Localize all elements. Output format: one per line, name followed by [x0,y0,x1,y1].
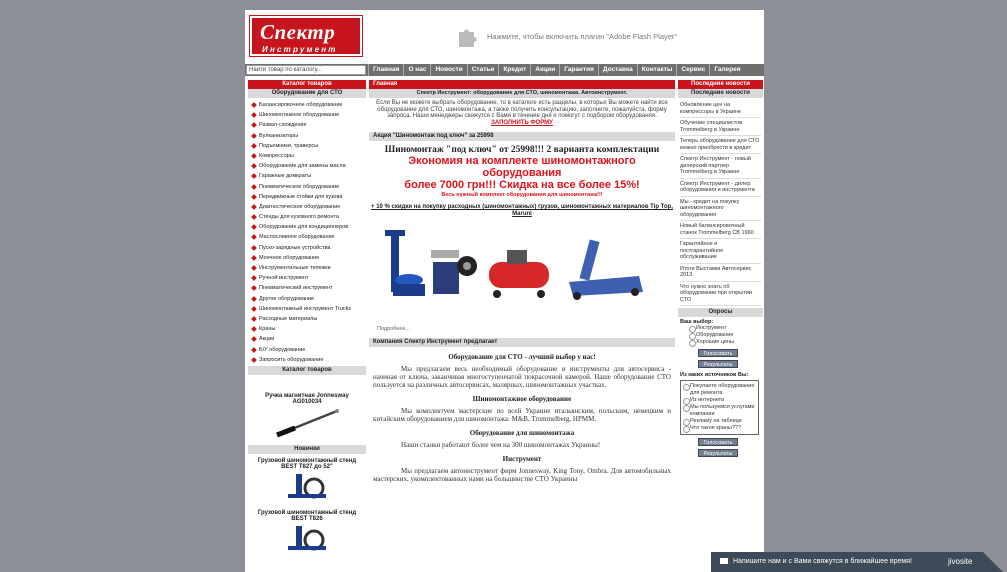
category-item[interactable]: Пуско-зарядные устройства [250,243,366,253]
news-item[interactable]: Итоги Выставки Автосервис 2013 [680,264,761,282]
chat-widget[interactable] [711,552,983,572]
news-item[interactable]: Спектр Инструмент - новый дилерский партнер Trommelberg в Украине [680,154,761,179]
category-item[interactable]: Гаражные домкраты [250,171,366,181]
category-item[interactable]: Краны [250,324,366,334]
intro-text [369,98,675,128]
poll-option[interactable]: Что такое краны??? [681,425,758,432]
promo-savings: Экономия на комплекте шиномонтажного оборудования [408,155,636,179]
poll-question: Из каких источников Вы: [680,372,749,378]
category-item[interactable]: Компрессоры [250,151,366,161]
category-item[interactable]: Расходные материалы [250,314,366,324]
news-item[interactable]: Новый балансировочный станок Trommelberg CB 1960 [680,221,761,239]
catalog-box-header: Каталог товаров [248,366,366,375]
news-item[interactable]: Обучение специалистов Trommelberg в Украине [680,118,761,136]
category-item[interactable]: Акции [250,334,366,344]
results-button[interactable]: Результаты [698,449,738,457]
envelope-icon [720,558,728,564]
category-item[interactable]: Передвижные стойки для кузова [250,192,366,202]
promo-title: Шиномонтаж "под ключ" от 25998!!! 2 варианта комплектации [384,145,660,155]
tire-changer-image[interactable] [282,522,332,552]
category-item[interactable]: Б/У оборудование [250,345,366,355]
catalog-subheader: Оборудование для СТО [248,89,366,98]
poll-option[interactable]: Хорошие цены [678,339,763,346]
section-text: Наши станки работают более чем на 300 шиномонтажах Украины! [401,441,601,449]
vote-button[interactable]: Голосовать [698,349,738,357]
chat-text: Напишите нам и с Вами свяжутся в ближайшее время! [733,558,912,565]
main-menu [368,64,745,76]
news-item[interactable]: Что нужно знать об оборудовании при открытии СТО [680,282,761,307]
category-item[interactable]: Подъемники, траверсы [250,141,366,151]
nav-promotions[interactable]: Акции [530,64,559,76]
right-sidebar [678,80,763,457]
new-items-header: Новинки [248,445,366,454]
category-item[interactable]: Развал-схождение [250,120,366,130]
results-button[interactable]: Результаты [698,360,738,368]
news-header: Последние новости [678,80,763,89]
poll-option[interactable]: Покупаете оборудование для ремонта [681,383,758,397]
category-item[interactable]: Другое оборудование [250,294,366,304]
section-text: Мы предлагаем автоинструмент фирм Jonnesway, King Tony, Ombra. Для автомобильных мастерских, укомплектованных нами на большинстве СТО Украины [373,467,671,483]
poll-option[interactable]: Из интернета [681,397,758,404]
new-item-title[interactable]: Грузовой шиномонтажный стенд BEST T827 до 52" [257,457,357,470]
section-title: Оборудование для шиномонтажа [469,429,575,437]
new-item[interactable] [248,506,366,558]
category-item[interactable]: Пневматическое оборудование [250,182,366,192]
nav-gallery[interactable]: Галерея [709,64,744,76]
read-more-link[interactable]: Подробнее... [377,326,411,332]
news-item[interactable]: Мы - кредит на покупку шиномонтажного оборудования [680,197,761,222]
category-item[interactable]: Балансировочное оборудование [250,100,366,110]
chat-brand: jivosite [948,557,973,566]
category-item[interactable]: Моечное оборудование [250,253,366,263]
category-item[interactable]: Оборудование для замены масла [250,161,366,171]
promo-header: Акция "Шиномонтаж под ключ" за 25998 [369,132,675,141]
news-list [678,98,763,306]
category-item[interactable]: Инструментальные тележки [250,263,366,273]
news-item[interactable]: Гарантийное и постгарантийное обслуживание [680,239,761,264]
promo-note: Весь нужный комплект оборудования для шиномонтажа!!! [441,192,603,198]
promo-equipment-image[interactable] [369,222,675,322]
news-subheader: Последние новости [678,89,763,98]
nav-home[interactable]: Главная [368,64,403,76]
category-item[interactable]: Шиномонтажное оборудование [250,110,366,120]
poll-option[interactable]: Инструмент [678,325,763,332]
featured-product[interactable] [248,375,366,445]
search-input[interactable] [246,65,366,75]
news-item[interactable]: Теперь оборудование для СТО можно приобрести в кредит [680,136,761,154]
category-item[interactable]: Пневматический инструмент [250,283,366,293]
new-item-title[interactable]: Грузовой шиномонтажный стенд BEST T826 [257,509,357,522]
category-item[interactable]: Ручной инструмент [250,273,366,283]
equipment-photo [369,222,675,322]
left-sidebar [248,80,366,558]
section-title: Шиномонтажное оборудование [472,395,572,403]
poll-question: Ваш выбор: [680,319,714,325]
category-list [248,98,366,365]
poll-option[interactable]: Оборудование [678,332,763,339]
section-title: Инструмент [502,455,542,463]
section-text: Мы комплектуем мастерские по всей Украине итальянским, польским, немецким и китайским оборудованием для шиномонтажа: M&B, Trommelberg, HPMM. [373,407,671,423]
logo-subtext: Инструмент [262,45,338,54]
category-item[interactable]: Стенды для кузовного ремонта [250,212,366,222]
featured-product-title[interactable]: Ручка магнитная Jonnesway AG010034 [265,392,349,405]
nav-service[interactable]: Сервис [676,64,709,76]
section-text: Мы предлагаем весь необходимый оборудование и инструменты для автосервиса - начиная от ключа, заканчивая многоступенчатой покрасочной камерой. Наше оборудование СТО пользуется на различных автосервисах, малярных, шиномонтажных участках. [373,365,671,389]
nav-contacts[interactable]: Контакты [637,64,677,76]
new-item[interactable] [248,454,366,506]
nav-news[interactable]: Новости [430,64,466,76]
navbar [245,64,764,76]
nav-delivery[interactable]: Доставка [598,64,637,76]
header [245,10,764,63]
chat-corner [983,552,1003,572]
fill-form-link[interactable]: ЗАПОЛНИТЬ ФОРМУ [491,119,553,126]
main-header: Главная [369,80,675,89]
main-subheader: Спектр Инструмент: оборудование для СТО, шиномонтажа. Автоинструмент. [369,89,675,98]
tire-changer-image[interactable] [282,470,332,500]
flash-message: Нажмите, чтобы включить плагин "Adobe Flash Player" [487,32,678,41]
magnetic-pickup-image[interactable] [267,405,347,439]
catalog-header: Каталог товаров [248,80,366,89]
main-content [369,80,675,483]
nav-warranty[interactable]: Гарантия [559,64,598,76]
category-item[interactable]: Маслосливное оборудование [250,232,366,242]
flash-placeholder[interactable] [455,24,695,48]
promo-extra-link[interactable]: + 10 % скидки на покупку расходных (шиномонтажных) грузов, шиномонтажных материалов Tip Top, Maruni [371,204,673,217]
category-item[interactable]: Диагностическое оборудование [250,202,366,212]
section-title: Оборудование для СТО - лучший выбор у нас! [448,353,596,361]
logo[interactable] [250,16,362,56]
nav-credit[interactable]: Кредит [498,64,530,76]
intro-body: Если Вы не можете выбрать оборудование, то в каталоге есть разделы, в которых Вы можете найти все оборудование для СТО, шиномонтажа, а также получить консультацию, заполните, пожалуйста, форму запроса. Наши менеджеры свяжутся с Вами в течение дня и помогут с подбором оборудования. [376,100,668,119]
plugin-icon [455,24,479,48]
poll-box [680,380,759,435]
category-item[interactable]: Шиномонтажный инструмент Trucks [250,304,366,314]
category-item[interactable]: Оборудование для кондиционеров [250,222,366,232]
vote-button[interactable]: Голосовать [698,438,738,446]
nav-about[interactable]: О нас [403,64,430,76]
page [245,10,764,572]
poll-option[interactable]: Рекламу на таблице [681,418,758,425]
logo-text: Спектр [260,20,336,44]
nav-articles[interactable]: Статьи [467,64,499,76]
news-item[interactable]: Обновление цен на компрессоры в Украине [680,100,761,118]
poll-option[interactable]: Мы пользуемся услугами компании [681,404,758,418]
category-item[interactable]: Вулканизаторы [250,131,366,141]
company-article [369,353,675,483]
news-item[interactable]: Спектр Инструмент - дилер оборудования и инструмента [680,179,761,197]
category-item[interactable]: Запросить оборудование [250,355,366,365]
promo-discount: более 7000 грн!!! Скидка на все более 15%! [404,179,640,191]
company-header: Компания Спектр Инструмент предлагает [369,338,675,347]
poll-header: Опросы [678,308,763,317]
